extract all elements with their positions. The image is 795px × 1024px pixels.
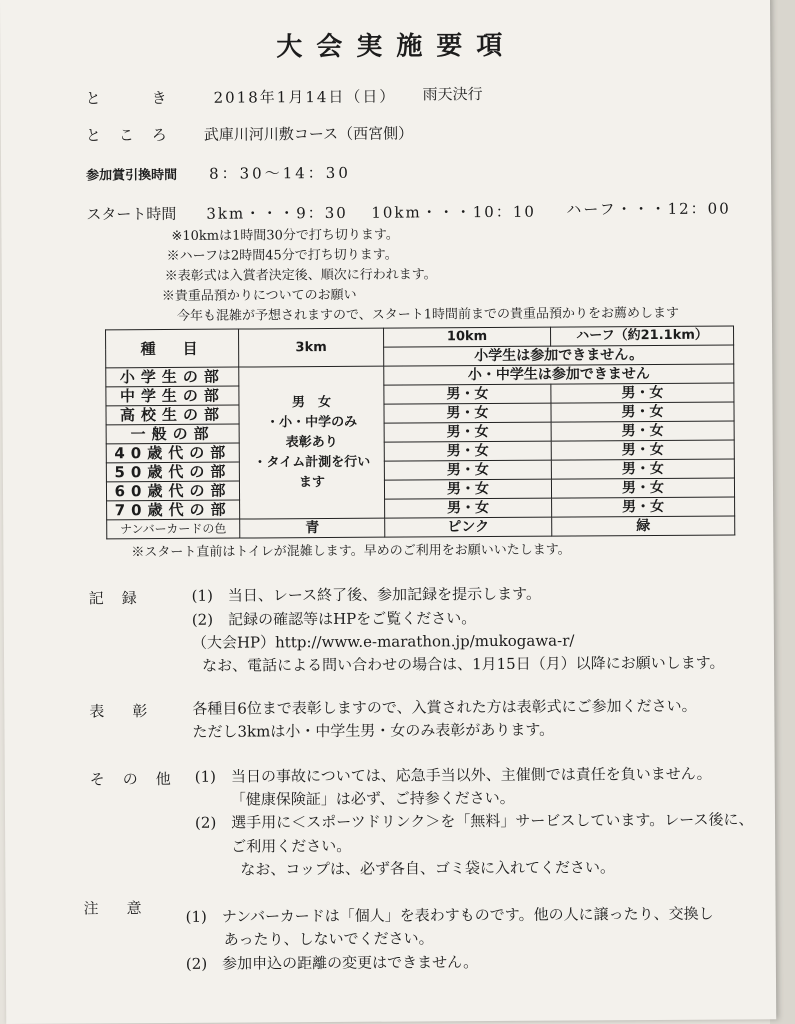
record-line-2: (2) 記録の確認等はHPをご覧ください。 bbox=[191, 609, 477, 629]
start-10km: 10km・・・10：10 bbox=[371, 202, 536, 222]
other-line-3: (2) 選手用に＜スポーツドリンク＞を「無料」サービスしています。レース後に、 bbox=[194, 810, 754, 832]
junior-message: 小・中学生は参加できません bbox=[384, 364, 734, 385]
start-note-3: ※表彰式は入賞者決定後、順次に行われます。 bbox=[164, 267, 437, 284]
record-line-3: （大会HP）http://www.e-marathon.jp/mukogawa-r/ bbox=[191, 631, 575, 652]
other-line-4: ご利用ください。 bbox=[231, 836, 352, 856]
record-line-4: なお、電話による問い合わせの場合は、1月15日（月）以降にお願いします。 bbox=[202, 653, 725, 675]
card-color-3km: 青 bbox=[240, 518, 385, 538]
other-line-2: 「健康保険証」は必ず、ご持参ください。 bbox=[230, 788, 515, 809]
valuables-note: 今年も混雑が予想されますので、スタート1時間前までの貴重品預かりをお薦めします bbox=[176, 305, 679, 324]
cell-mf: 男・女 bbox=[384, 479, 551, 499]
header-3km: 3km bbox=[239, 328, 384, 367]
other-line-1: (1) 当日の事故については、応急手当以外、主催側では責任を負いません。 bbox=[194, 764, 712, 786]
cell-mf: 男・女 bbox=[551, 402, 734, 422]
document-title: 大会実施要項 bbox=[276, 30, 517, 63]
start-half: ハーフ・・・12：00 bbox=[566, 199, 731, 219]
row-high-school: 高校生の部 bbox=[106, 405, 239, 425]
caution-label: 注意 bbox=[83, 898, 170, 918]
caution-line-3: (2) 参加申込の距離の変更はできません。 bbox=[185, 953, 479, 973]
row-70s: 70歳代の部 bbox=[107, 500, 240, 520]
record-label: 記録 bbox=[88, 589, 155, 608]
cell-mf: 男・女 bbox=[384, 441, 551, 461]
cell-mf: 男・女 bbox=[385, 498, 552, 518]
km3-note: 男 女 ・小・中学のみ 表彰あり ・タイム計測を行い ます bbox=[239, 366, 385, 519]
award-label: 表彰 bbox=[89, 701, 176, 721]
row-elementary: 小学生の部 bbox=[106, 367, 239, 387]
place-value: 武庫川河川敷コース（西宮側） bbox=[203, 124, 414, 144]
elementary-message: 小学生は参加できません。 bbox=[384, 345, 734, 366]
start-label: スタート時間 bbox=[86, 204, 177, 224]
rain-note: 雨天決行 bbox=[422, 85, 483, 104]
header-category: 種 目 bbox=[106, 329, 239, 368]
cell-mf: 男・女 bbox=[384, 460, 551, 480]
caution-line-1: (1) ナンバーカードは「個人」を表わすものです。他の人に譲ったり、交換し bbox=[185, 904, 714, 926]
header-half: ハーフ（約21.1km） bbox=[551, 326, 734, 346]
cell-mf: 男・女 bbox=[551, 421, 734, 441]
cell-mf: 男・女 bbox=[551, 383, 734, 403]
table-row bbox=[107, 516, 735, 539]
prize-label: 参加賞引換時間 bbox=[86, 167, 178, 184]
cell-mf: 男・女 bbox=[551, 478, 734, 498]
start-note-2: ※ハーフは2時間45分で打ち切ります。 bbox=[166, 247, 398, 264]
category-table bbox=[105, 326, 735, 540]
card-color-10km: ピンク bbox=[385, 517, 552, 537]
place-label: ところ bbox=[85, 125, 185, 145]
cell-mf: 男・女 bbox=[551, 459, 734, 479]
card-color-half: 緑 bbox=[552, 516, 735, 536]
record-line-1: (1) 当日、レース終了後、参加記録を提示します。 bbox=[191, 584, 542, 605]
caution-line-2: あったり、しないでください。 bbox=[223, 929, 434, 949]
row-40s: 40歳代の部 bbox=[106, 443, 239, 463]
other-label: その他 bbox=[89, 769, 189, 789]
header-10km: 10km bbox=[384, 327, 551, 347]
row-card-color: ナンバーカードの色 bbox=[107, 519, 240, 539]
cell-mf: 男・女 bbox=[384, 384, 551, 404]
prize-value: 8：30〜14：30 bbox=[209, 163, 351, 183]
row-general: 一般の部 bbox=[106, 424, 239, 444]
table-footnote: ※スタート直前はトイレが混雑します。早めのご利用をお願いいたします。 bbox=[131, 542, 571, 561]
cell-mf: 男・女 bbox=[384, 403, 551, 423]
cell-mf: 男・女 bbox=[552, 497, 735, 517]
date-label: と き bbox=[85, 88, 185, 108]
row-50s: 50歳代の部 bbox=[106, 462, 239, 482]
start-3km: 3km・・・9：30 bbox=[206, 203, 348, 223]
cell-mf: 男・女 bbox=[384, 422, 551, 442]
start-note-1: ※10kmは1時間30分で打ち切ります。 bbox=[171, 227, 399, 244]
award-line-2: ただし3kmは小・中学生男・女のみ表彰があります。 bbox=[192, 720, 555, 741]
cell-mf: 男・女 bbox=[551, 440, 734, 460]
other-line-5: なお、コップは、必ず各自、ゴミ袋に入れてください。 bbox=[240, 858, 616, 879]
date-value: 2018年1月14日（日） bbox=[213, 87, 397, 107]
start-note-4: ※貴重品預かりについてのお願い bbox=[161, 287, 357, 305]
row-60s: 60歳代の部 bbox=[106, 481, 239, 501]
row-junior-high: 中学生の部 bbox=[106, 386, 239, 406]
award-line-1: 各種目6位まで表彰しますので、入賞された方は表彰式にご参加ください。 bbox=[192, 696, 697, 718]
